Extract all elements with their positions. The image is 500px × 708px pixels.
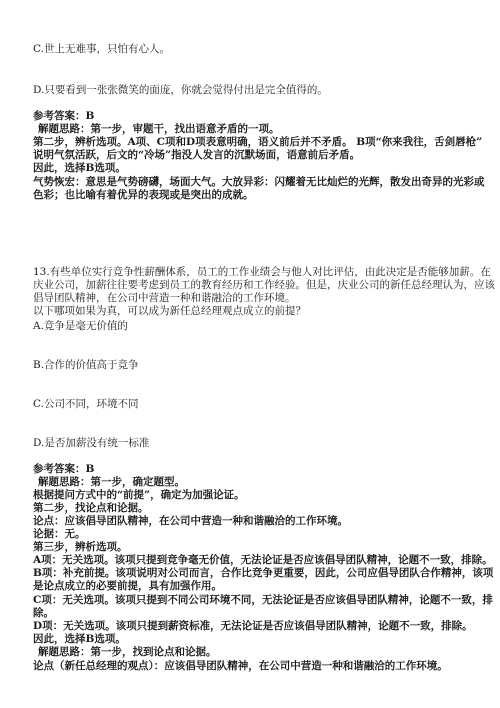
analysis-line: 论点：应该倡导团队精神，在公司中营造一种和谐融洽的工作环境。 (33, 515, 348, 527)
question-stem-line: 庆业公司，加薪往往要考虑到员工的教育经历和工作经验。但是，庆业公司的新任总经理认为，应该 (33, 279, 495, 291)
analysis-line: 因此，选择B选项。 (33, 633, 126, 645)
question-stem-line: 倡导团队精神，在公司中营造一种和谐融洽的工作环境。 (33, 292, 296, 304)
option-d: D.是否加薪没有统一标准 (33, 437, 150, 449)
answer-label: 参考答案：B (33, 463, 95, 475)
analysis-line: 色彩；也比喻有着优异的表现或是突出的成就。 (33, 189, 254, 201)
analysis-line: 因此，选择B选项。 (33, 162, 126, 174)
option-c: C.世上无难事，只怕有心人。 (33, 43, 170, 55)
analysis-line: B项：补充前提。该项说明对公司而言，合作比竞争更重要，因此，公司应倡导团队合作精神，该项 (33, 567, 494, 579)
analysis-line: 解题思路：第一步，确定题型。 (38, 476, 185, 488)
option-b: B.合作的价值高于竞争 (33, 359, 139, 371)
analysis-line: 第三步，辨析选项。 (33, 541, 128, 553)
analysis-line: 第二步，辨析选项。A项、C项和D项表意明确，语义前后并不矛盾。 B项“你来我往，舌剑唇枪” (33, 136, 483, 148)
option-c: C.公司不同，环境不同 (33, 398, 139, 410)
analysis-line: 是论点成立的必要前提，具有加强作用。 (33, 580, 222, 592)
question-stem-line: 以下哪项如果为真，可以成为新任总经理观点成立的前提？ (33, 305, 306, 317)
analysis-line: 第二步，找论点和论据。 (33, 502, 149, 514)
question-stem-line: 13.有些单位实行竞争性薪酬体系，员工的工作业绩会与他人对比评估，由此决定是否能够加薪。在 (33, 266, 491, 278)
analysis-line: A项：无关选项。该项只提到竞争毫无价值，无法论证是否应该倡导团队精神，论题不一致，排除。 (33, 554, 493, 566)
analysis-line: 说明气氛活跃，后文的“冷场”指没人发言的沉默场面，语意前后矛盾。 (33, 149, 361, 161)
option-a: A.竞争是毫无价值的 (33, 320, 128, 332)
analysis-line: C项：无关选项。该项只提到不同公司环境不同，无法论证是否应该倡导团队精神，论题不一致，排 (33, 594, 493, 606)
option-d: D.只要看到一张张微笑的面庞，你就会觉得付出是完全值得的。 (33, 84, 328, 96)
analysis-line: 气势恢宏：意思是气势磅礴，场面大气。大放异彩：闪耀着无比灿烂的光辉，散发出奇异的光彩或 (33, 176, 485, 188)
analysis-line: 根据提问方式中的“前提”，确定为加强论证。 (33, 489, 245, 501)
answer-label: 参考答案：B (33, 110, 95, 122)
analysis-line: 解题思路：第一步，审题干，找出语意矛盾的一项。 (38, 123, 280, 135)
analysis-line: 论点（新任总经理的观点）：应该倡导团队精神，在公司中营造一种和谐融洽的工作环境。 (33, 660, 448, 672)
analysis-line: D项：无关选项。该项只提到薪资标准，无法论证是否应该倡导团队精神，论题不一致，排除。 (33, 620, 473, 632)
analysis-line: 解题思路：第一步，找到论点和论据。 (38, 646, 217, 658)
analysis-line: 论据：无。 (33, 528, 86, 540)
analysis-line: 除。 (33, 607, 54, 619)
